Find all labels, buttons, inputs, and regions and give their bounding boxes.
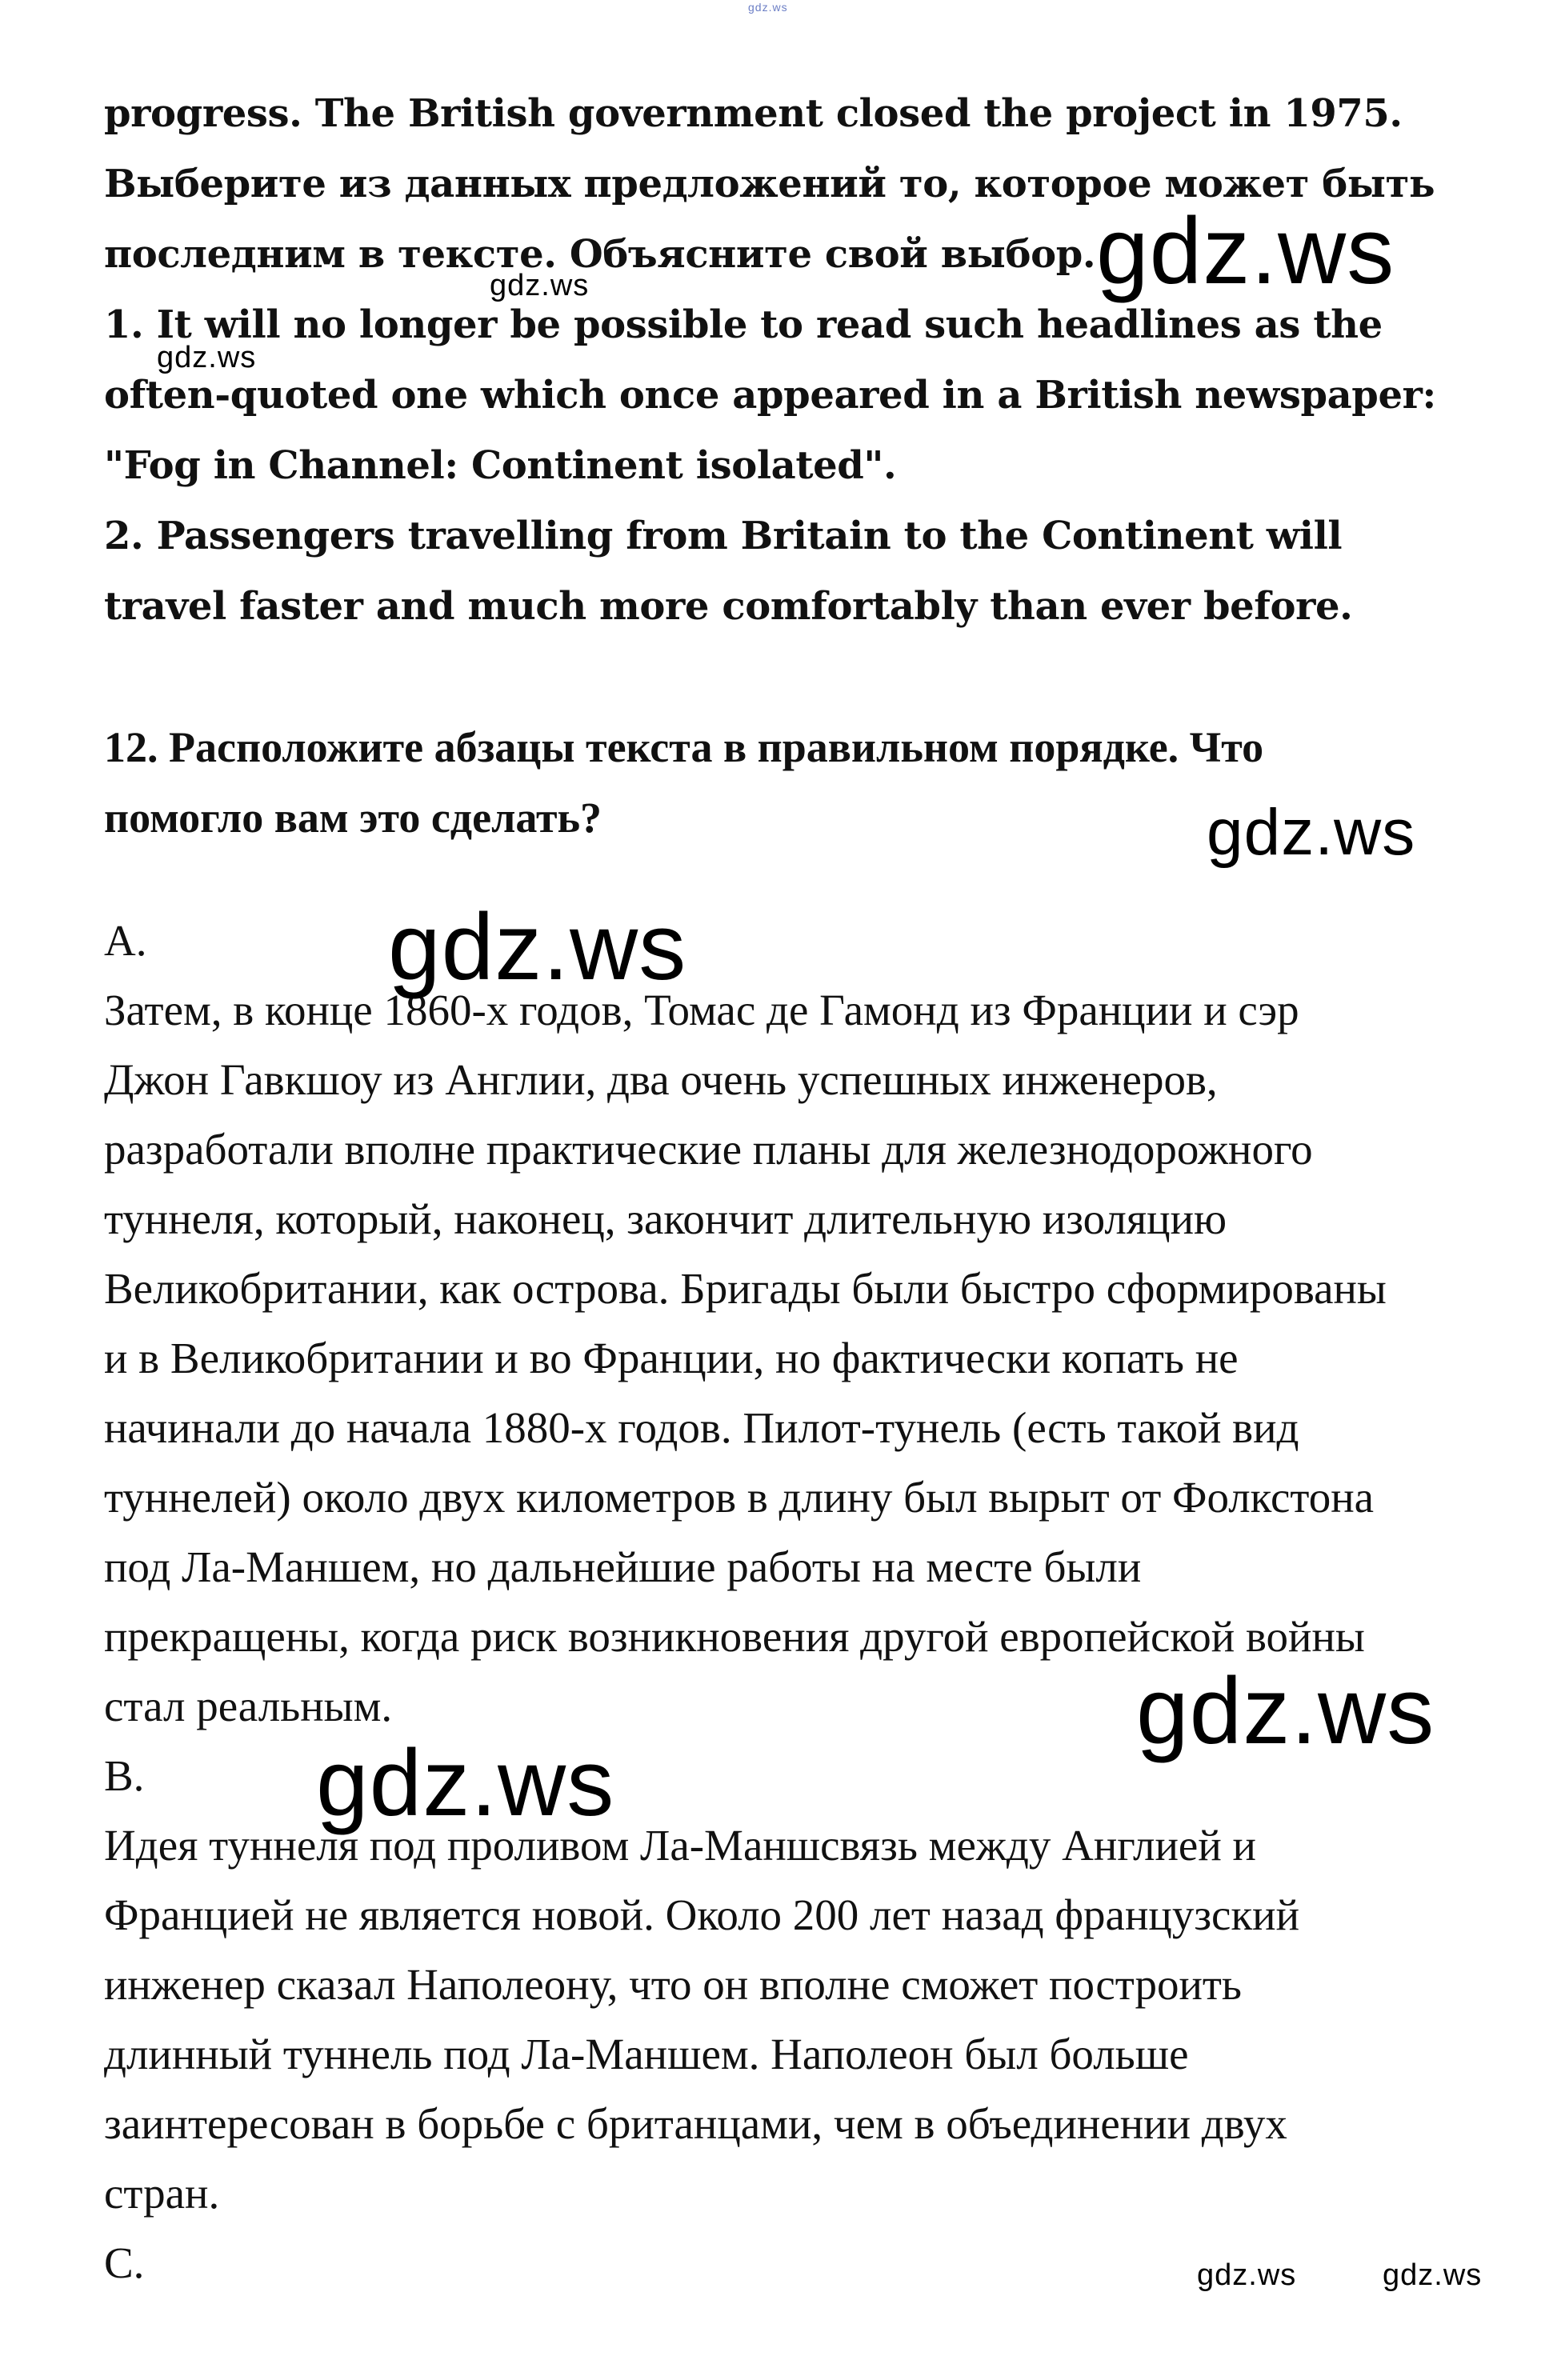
intro-line: последним в тексте. Объясните свой выбор. <box>104 232 1096 277</box>
paragraph-a-line: туннелей) около двух километров в длину был вырыт от Фолкстона <box>104 1473 1375 1522</box>
paragraph-a-line: прекращены, когда риск возникновения другой европейской войны <box>104 1612 1365 1661</box>
watermark-large: gdz.ws <box>316 1730 615 1836</box>
watermark-large: gdz.ws <box>388 894 687 1000</box>
task-12-line: 12. Расположите абзацы текста в правильном порядке. Что <box>104 723 1264 771</box>
intro-line: travel faster and much more comfortably than ever before. <box>104 584 1353 629</box>
paragraph-a-line: стал реальным. <box>104 1682 393 1730</box>
paragraph-b-line: Идея туннеля под проливом Ла-Маншсвязь между Англией и <box>104 1821 1256 1870</box>
paragraph-a-line: разработали вполне практические планы для железнодорожного <box>104 1125 1313 1174</box>
watermark-top: gdz.ws <box>748 1 788 14</box>
paragraph-a-line: Затем, в конце 1860-х годов, Томас де Гамонд из Франции и сэр <box>104 986 1299 1034</box>
paragraph-a-line: и в Великобритании и во Франции, но фактически копать не <box>104 1334 1239 1382</box>
paragraph-b-line: длинный туннель под Ла-Маншем. Наполеон был больше <box>104 2030 1189 2078</box>
paragraph-a-line: под Ла-Маншем, но дальнейшие работы на месте были <box>104 1542 1142 1591</box>
intro-line: often-quoted one which once appeared in a British newspaper: <box>104 373 1436 418</box>
paragraph-a-line: начинали до начала 1880-х годов. Пилот-тунель (есть такой вид <box>104 1403 1299 1452</box>
intro-line: Выберите из данных предложений то, которое может быть <box>104 162 1435 206</box>
paragraph-b-line: инженер сказал Наполеону, что он вполне сможет построить <box>104 1960 1242 2009</box>
task-12-line: помогло вам это сделать? <box>104 794 602 842</box>
paragraph-a-line: туннеля, который, наконец, закончит длительную изоляцию <box>104 1194 1227 1243</box>
intro-line: 2. Passengers travelling from Britain to the Continent will <box>104 514 1343 558</box>
watermark-large: gdz.ws <box>1136 1658 1435 1764</box>
intro-line: 1. It will no longer be possible to read such headlines as the <box>104 302 1383 347</box>
section-spacer <box>104 642 1480 712</box>
watermark-small: gdz.ws <box>157 341 257 374</box>
intro-line: "Fog in Channel: Continent isolated". <box>104 443 897 488</box>
intro-line: progress. The British government closed the project in 1975. <box>104 91 1403 136</box>
document-content <box>104 78 1483 2298</box>
watermark-large: gdz.ws <box>1096 198 1395 304</box>
paragraph-b-line: Францией не является новой. Около 200 лет назад французский <box>104 1890 1300 1939</box>
paragraph-a-label: A. <box>104 916 147 965</box>
paragraph-a-line: Джон Гавкшоу из Англии, два очень успешных инженеров, <box>104 1055 1218 1104</box>
paragraph-b-line: заинтересован в борьбе с британцами, чем в объединении двух <box>104 2099 1287 2148</box>
watermark-small: gdz.ws <box>1383 2258 1483 2292</box>
paragraph-b-line: стран. <box>104 2169 220 2218</box>
paragraph-b-label: B. <box>104 1751 145 1800</box>
paragraph-c-label: C. <box>104 2238 145 2287</box>
watermark-medium: gdz.ws <box>1207 796 1416 869</box>
paragraph-a-line: Великобритании, как острова. Бригады были быстро сформированы <box>104 1264 1387 1313</box>
watermark-small: gdz.ws <box>490 269 590 302</box>
watermark-small: gdz.ws <box>1197 2258 1297 2292</box>
